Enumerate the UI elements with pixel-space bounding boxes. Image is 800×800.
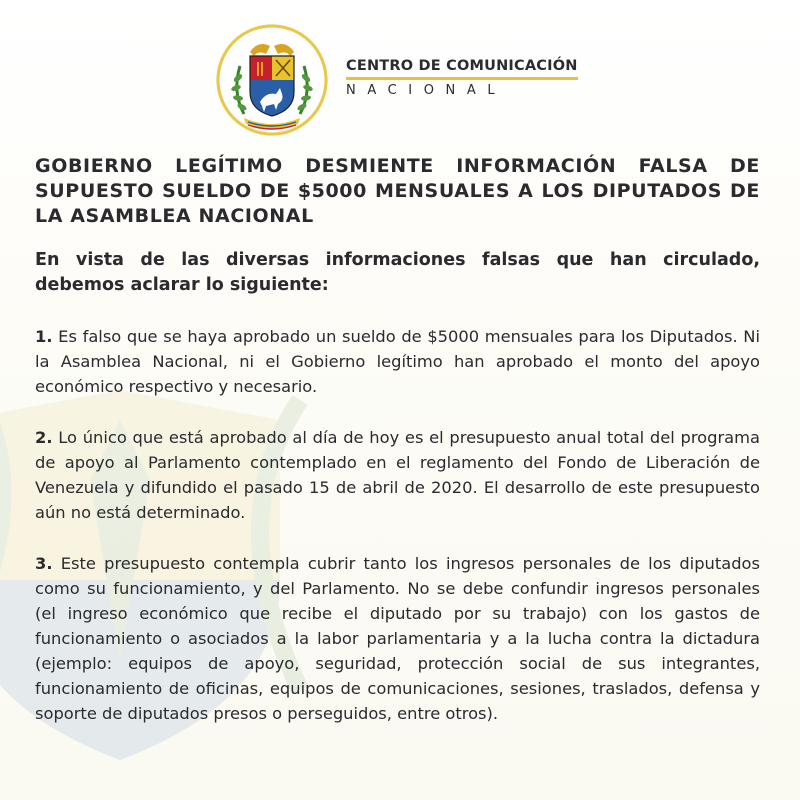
point-text: Es falso que se haya aprobado un sueldo de $5000 mensuales para los Diputados. Ni la Asamblea Nacional, ni el Gobierno legítimo han aprobado el monto del apoyo económico respectivo y necesario. — [35, 327, 760, 396]
organization-name — [346, 58, 578, 98]
organization-name-line2: NACIONAL — [346, 83, 507, 98]
point-number: 1. — [35, 327, 53, 346]
point-text: Lo único que está aprobado al día de hoy es el presupuesto anual total del programa de apoyo al Parlamento contemplado en el reglamento del Fondo de Liberación de Venezuela y difundido el pasado 15 de abril de 2020. El desarrollo de este presupuesto aún no está determinado. — [35, 428, 760, 522]
statement-point-3 — [35, 551, 760, 726]
statement-title: GOBIERNO LEGÍTIMO DESMIENTE INFORMACIÓN FALSA DE SUPUESTO SUELDO DE $5000 MENSUALES A LOS DIPUTADOS DE LA ASAMBLEA NACIONAL — [35, 155, 760, 227]
point-number: 2. — [35, 428, 53, 447]
statement-point-1 — [35, 324, 760, 399]
organization-name-line1: CENTRO DE COMUNICACIÓN — [346, 58, 578, 80]
point-number: 3. — [35, 554, 53, 573]
statement-point-2 — [35, 425, 760, 525]
statement-body — [35, 154, 760, 726]
header — [0, 0, 800, 150]
point-text: Este presupuesto contempla cubrir tanto los ingresos personales de los diputados como su funcionamiento, y del Parlamento. No se debe confundir ingresos personales (el ingreso económico que recibe el diputado por su trabajo) con los gastos de funcionamiento o asociados a la labor parlamentaria y a la lucha contra la dictadura (ejemplo: equipos de apoyo, seguridad, protección social de sus integrantes, funcionamiento de oficinas, equipos de comunicaciones, sesiones, traslados, defensa y soporte de diputados presos o perseguidos, entre otros). — [35, 554, 760, 723]
statement-intro: En vista de las diversas informaciones falsas que han circulado, debemos aclarar lo siguiente: — [35, 250, 760, 295]
coat-of-arms-seal-icon — [214, 22, 330, 138]
